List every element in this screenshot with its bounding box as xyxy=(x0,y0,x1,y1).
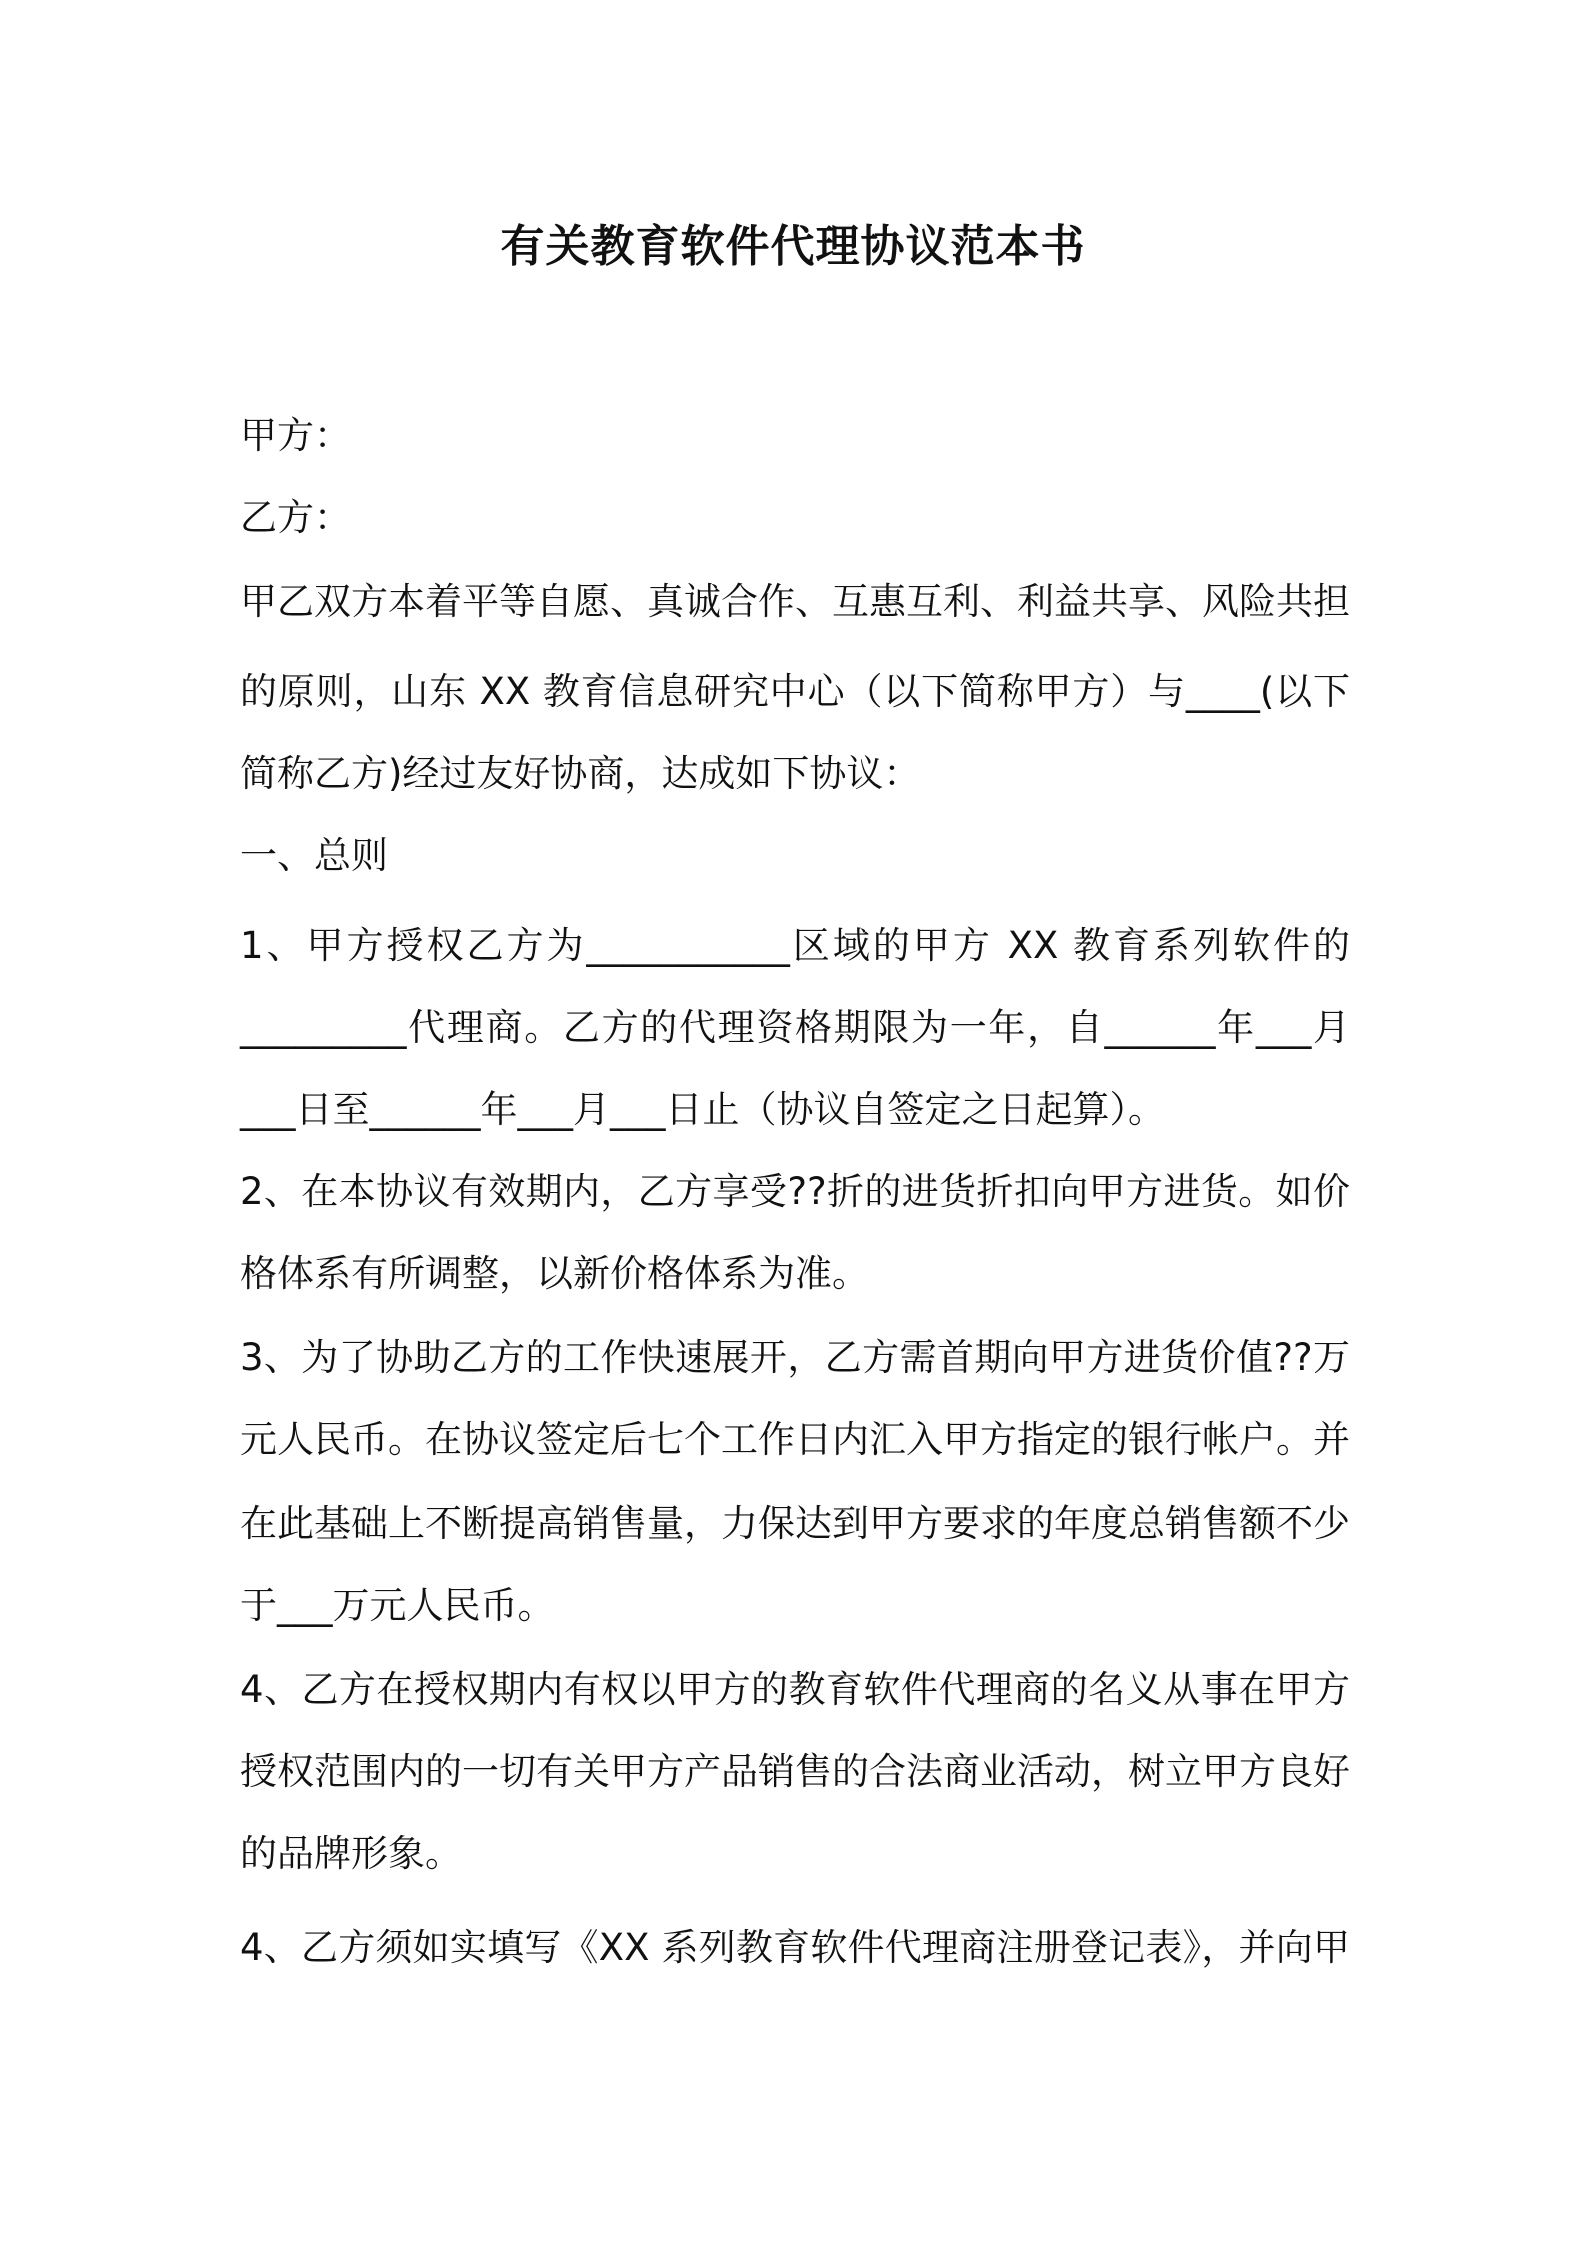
paragraph-line: 的品牌形象。 xyxy=(240,1832,462,1875)
paragraph-line: 格体系有所调整，以新价格体系为准。 xyxy=(240,1252,869,1295)
paragraph-line: 4、乙方须如实填写《XX 系列教育软件代理商注册登记表》，并向甲 xyxy=(240,1926,1350,1969)
party-a-line: 甲方： xyxy=(240,414,351,457)
document-title: 有关教育软件代理协议范本书 xyxy=(500,221,1086,272)
paragraph-line: 的原则，山东 XX 教育信息研究中心（以下简称甲方）与____(以下 xyxy=(240,670,1350,713)
paragraph-line: 元人民币。在协议签定后七个工作日内汇入甲方指定的银行帐户。并 xyxy=(240,1418,1350,1461)
paragraph-line: 于___万元人民币。 xyxy=(240,1584,555,1627)
paragraph-line: 甲乙双方本着平等自愿、真诚合作、互惠互利、利益共享、风险共担 xyxy=(240,580,1350,623)
section-heading: 一、总则 xyxy=(240,834,388,877)
paragraph-line: 授权范围内的一切有关甲方产品销售的合法商业活动，树立甲方良好 xyxy=(240,1750,1350,1793)
party-b-line: 乙方： xyxy=(240,496,351,539)
paragraph-line: 在此基础上不断提高销售量，力保达到甲方要求的年度总销售额不少 xyxy=(240,1502,1350,1545)
paragraph-line: 1、甲方授权乙方为___________区域的甲方 XX 教育系列软件的 xyxy=(240,924,1350,967)
paragraph-line: 4、乙方在授权期内有权以甲方的教育软件代理商的名义从事在甲方 xyxy=(240,1668,1350,1711)
paragraph-line: 2、在本协议有效期内，乙方享受??折的进货折扣向甲方进货。如价 xyxy=(240,1170,1350,1213)
paragraph-line: 简称乙方)经过友好协商，达成如下协议： xyxy=(240,752,921,795)
paragraph-line: _________代理商。乙方的代理资格期限为一年，自______年___月 xyxy=(240,1006,1350,1049)
paragraph-line: 3、为了协助乙方的工作快速展开，乙方需首期向甲方进货价值??万 xyxy=(240,1336,1350,1379)
paragraph-line: ___日至______年___月___日止（协议自签定之日起算）。 xyxy=(240,1088,1165,1131)
